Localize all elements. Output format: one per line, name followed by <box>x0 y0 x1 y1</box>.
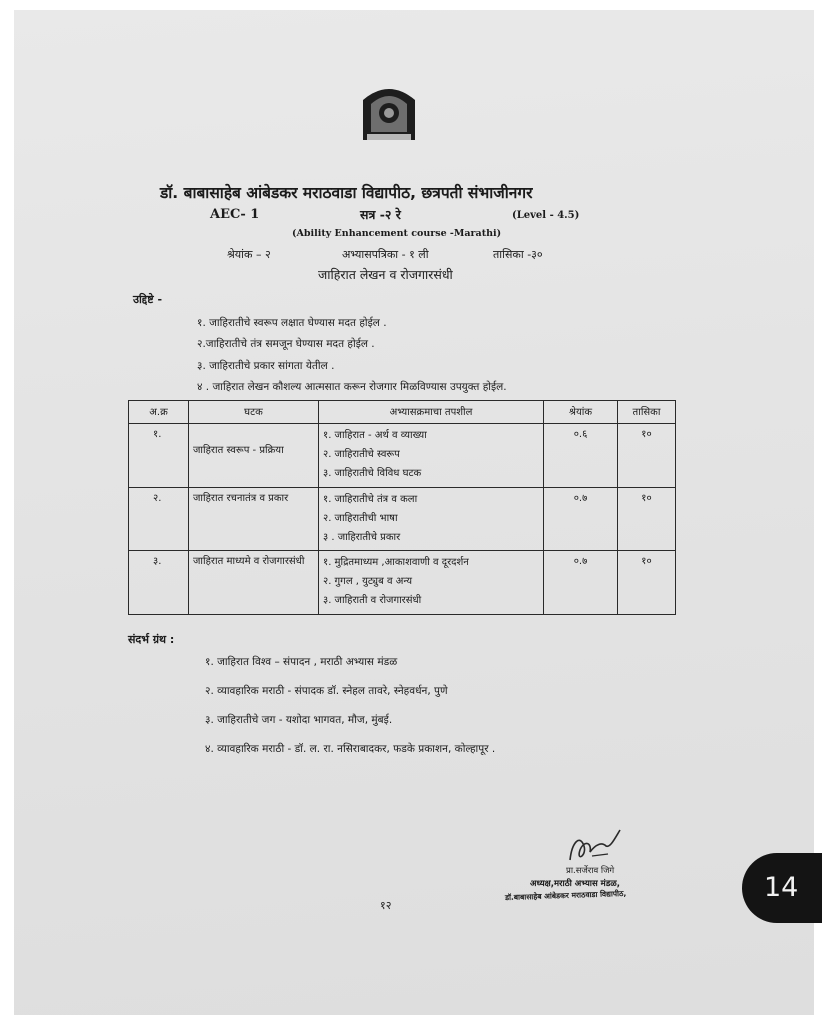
table-header-row <box>129 401 676 424</box>
level-label: (Level - 4.5) <box>512 210 580 221</box>
page-number: १२ <box>380 899 392 912</box>
cell-details <box>319 487 544 551</box>
column-header-hours: तासिका <box>618 401 676 424</box>
reference-item: १. जाहिरात विश्व – संपादन , मराठी अभ्यास मंडळ <box>205 656 398 668</box>
detail-line: ३. जाहिरातीचे विविध घटक <box>323 468 422 479</box>
page-indicator-badge: 14 <box>742 853 822 923</box>
detail-line: १. मुद्रितमाध्यम ,आकाशवाणी व दूरदर्शन <box>323 557 469 569</box>
reference-item: ४. व्यावहारिक मराठी - डॉ. ल. रा. नसिराबादकर, फडके प्रकाशन, कोल्हापूर . <box>205 743 496 755</box>
cell-unit <box>189 487 319 551</box>
unit-title: जाहिरात स्वरूप - प्रक्रिया <box>193 445 284 456</box>
column-header-sr: अ.क्र <box>129 401 189 424</box>
signatory-role: अध्यक्ष,मराठी अभ्यास मंडळ, <box>530 879 620 889</box>
credit-label: श्रेयांक – २ <box>227 248 271 261</box>
course-code: AEC- 1 <box>210 207 260 222</box>
cell-unit <box>189 551 319 615</box>
cell-hours: १० <box>618 424 676 488</box>
university-emblem-icon <box>357 80 421 148</box>
unit-title: जाहिरात रचनातंत्र व प्रकार <box>193 492 289 504</box>
detail-line: १. जाहिरातीचे तंत्र व कला <box>323 493 418 505</box>
table-row <box>129 424 676 488</box>
course-type: (Ability Enhancement course -Marathi) <box>292 228 502 239</box>
semester-label: सत्र -२ रे <box>360 207 401 222</box>
column-header-unit: घटक <box>189 401 319 424</box>
column-header-details: अभ्यासक्रमाचा तपशील <box>319 401 544 424</box>
column-header-credit: श्रेयांक <box>544 401 618 424</box>
signatory-name: प्रा.सर्जेराव जिगे <box>566 866 615 876</box>
paper-label: अभ्यासपत्रिका - १ ली <box>342 248 429 261</box>
cell-details <box>319 424 544 488</box>
cell-credit: ०.७ <box>544 487 618 551</box>
cell-sr: ३. <box>129 551 189 615</box>
detail-line: २. गुगल , युट्युब व अन्य <box>323 576 413 588</box>
unit-title: जाहिरात माध्यमे व रोजगारसंधी <box>193 556 305 568</box>
cell-credit: ०.७ <box>544 551 618 615</box>
cell-sr: २. <box>129 487 189 551</box>
cell-details <box>319 551 544 615</box>
cell-credit: ०.६ <box>544 424 618 488</box>
objective-item: ४ . जाहिरात लेखन कौशल्य आत्मसात करून रोजगार मिळविण्यास उपयुक्त होईल. <box>197 381 507 393</box>
detail-line: २. जाहिरातीचे स्वरूप <box>323 449 400 460</box>
cell-hours: १० <box>618 487 676 551</box>
detail-line: ३. जाहिराती व रोजगारसंधी <box>323 595 422 607</box>
detail-line: ३ . जाहिरातीचे प्रकार <box>323 531 401 543</box>
cell-hours: १० <box>618 551 676 615</box>
objectives-heading: उद्दिष्टे - <box>133 293 163 306</box>
subject-title: जाहिरात लेखन व रोजगारसंधी <box>318 267 453 282</box>
objective-item: २.जाहिरातीचे तंत्र समजून घेण्यास मदत होईल . <box>197 338 375 350</box>
syllabus-table <box>128 400 676 615</box>
table-row <box>129 551 676 615</box>
reference-item: २. व्यावहारिक मराठी - संपादक डॉ. स्नेहल तावरे, स्नेहवर्धन, पुणे <box>205 685 448 697</box>
objective-item: ३. जाहिरातीचे प्रकार सांगता येतील . <box>197 360 335 372</box>
objective-item: १. जाहिरातीचे स्वरूप लक्षात घेण्यास मदत होईल . <box>197 317 387 329</box>
table-row <box>129 487 676 551</box>
signature-scribble-icon <box>562 822 622 868</box>
reference-item: ३. जाहिरातीचे जग - यशोदा भागवत, मौज, मुंबई. <box>205 714 393 726</box>
cell-unit <box>189 424 319 488</box>
references-heading: संदर्भ ग्रंथ : <box>128 633 175 646</box>
university-title: डॉ. बाबासाहेब आंबेडकर मराठवाडा विद्यापीठ, छत्रपती संभाजीनगर <box>160 184 533 202</box>
signatory-university: डॉ.बाबासाहेब आंबेडकर मराठवाडा विद्यापीठ, <box>504 888 627 903</box>
hours-label: तासिका -३० <box>493 248 543 261</box>
detail-line: १. जाहिरात - अर्थ व व्याख्या <box>323 430 427 441</box>
detail-line: २. जाहिरातीची भाषा <box>323 512 398 524</box>
cell-sr: १. <box>129 424 189 488</box>
